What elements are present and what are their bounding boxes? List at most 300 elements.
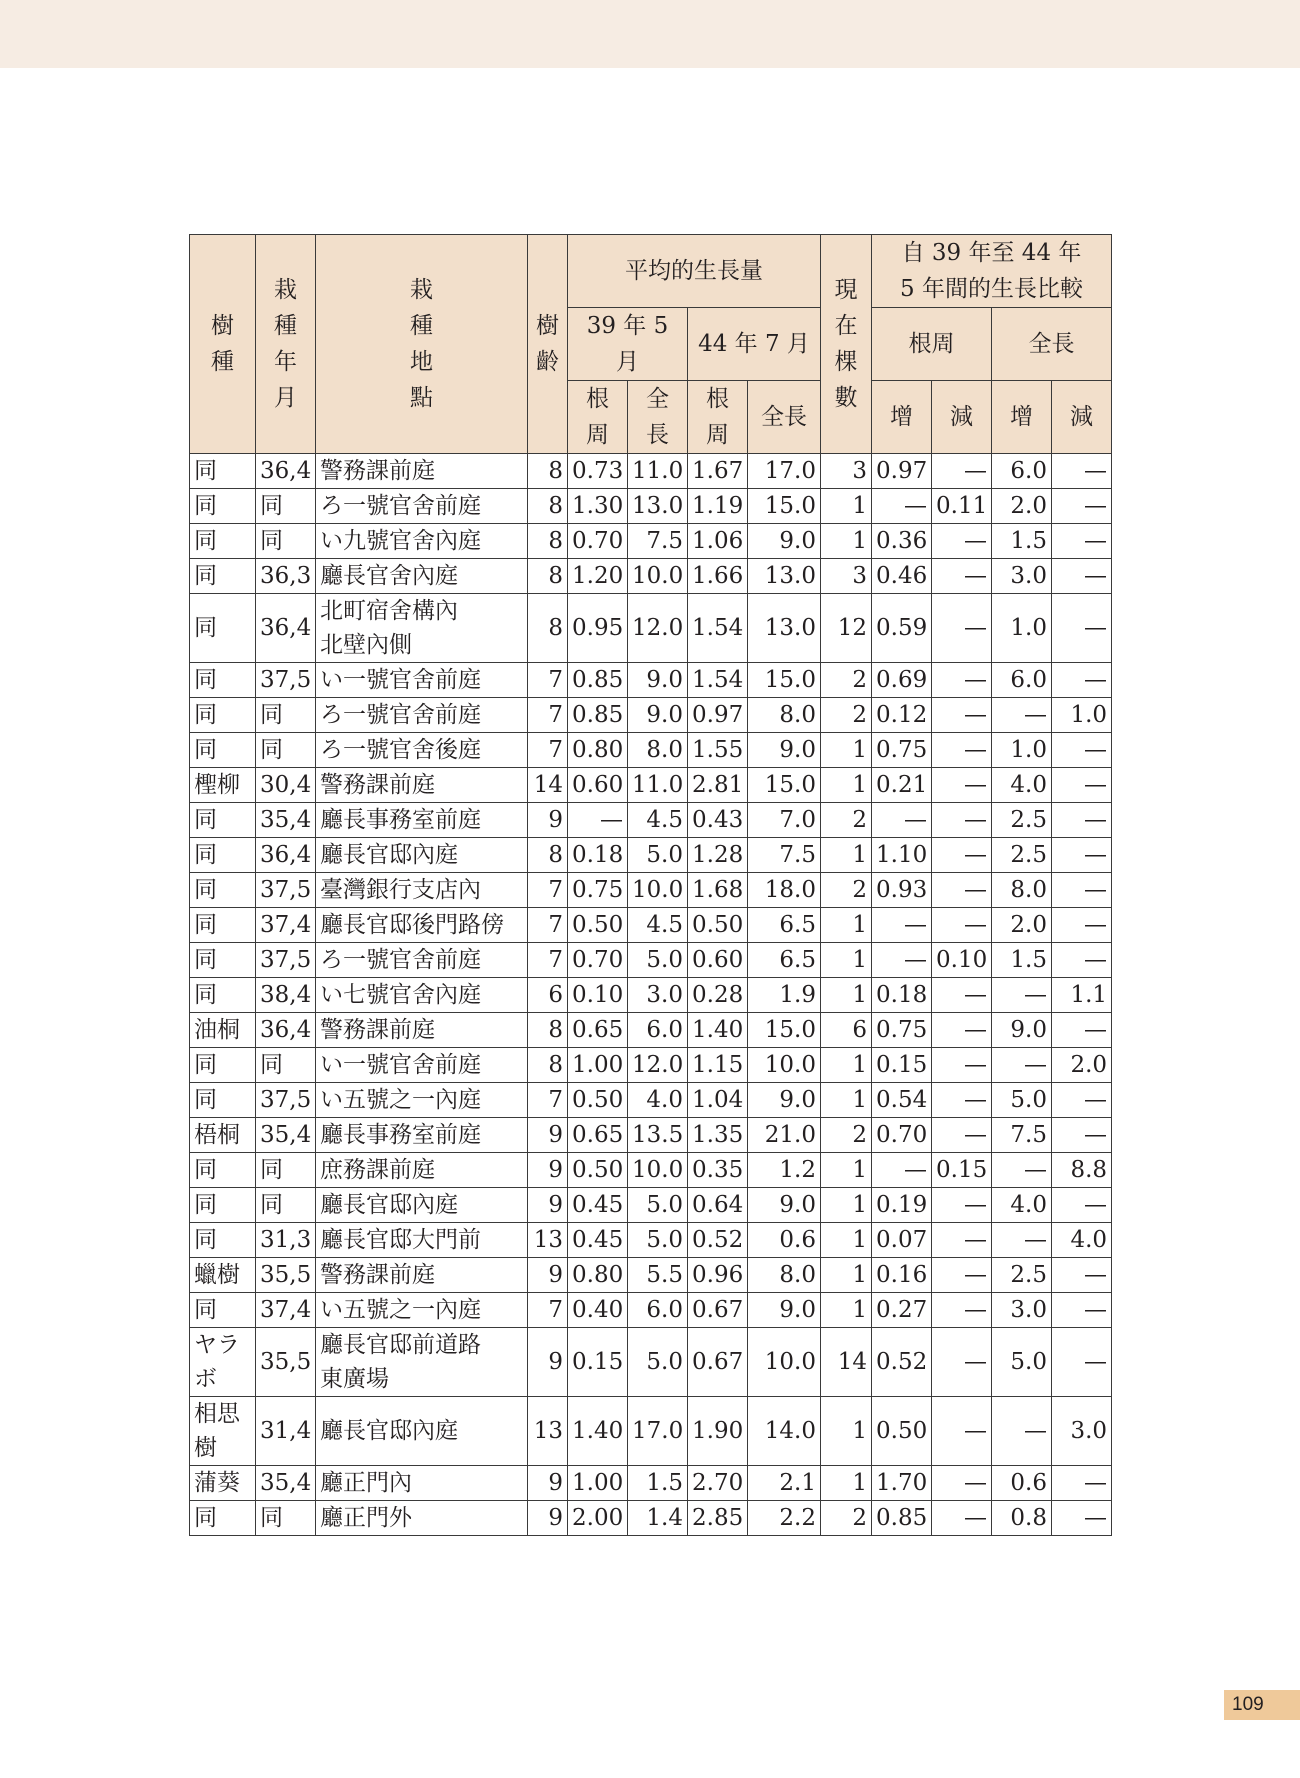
cell-r44: 0.67 — [688, 1293, 748, 1328]
table-body — [190, 454, 1112, 1536]
table-row — [190, 1258, 1112, 1293]
cell-r39: 0.80 — [568, 733, 628, 768]
cell-t39: 5.5 — [628, 1258, 688, 1293]
cell-r44: 0.35 — [688, 1153, 748, 1188]
cell-r39: 0.75 — [568, 873, 628, 908]
cell-r44: 1.19 — [688, 489, 748, 524]
cell-td: — — [1052, 1466, 1112, 1501]
cell-r39: 0.10 — [568, 978, 628, 1013]
cell-r39: 1.30 — [568, 489, 628, 524]
cell-r44: 0.64 — [688, 1188, 748, 1223]
cell-td: 2.0 — [1052, 1048, 1112, 1083]
cell-t44: 15.0 — [748, 1013, 821, 1048]
cell-planted: 35,4 — [256, 1466, 316, 1501]
cell-ri: 1.10 — [872, 838, 932, 873]
cell-td: — — [1052, 943, 1112, 978]
cell-t44: 9.0 — [748, 1293, 821, 1328]
cell-location: ろ一號官舍前庭 — [316, 698, 528, 733]
header-root-inc: 增 — [872, 381, 932, 454]
cell-rd: — — [932, 1501, 992, 1536]
cell-age: 6 — [528, 978, 568, 1013]
cell-ri: 0.59 — [872, 594, 932, 663]
cell-count: 1 — [821, 978, 872, 1013]
table-row — [190, 1083, 1112, 1118]
cell-species: 同 — [190, 1501, 256, 1536]
cell-t39: 5.0 — [628, 1328, 688, 1397]
cell-species: 同 — [190, 1048, 256, 1083]
cell-r44: 1.55 — [688, 733, 748, 768]
cell-r39: 0.60 — [568, 768, 628, 803]
cell-species: 同 — [190, 1188, 256, 1223]
cell-ti: 3.0 — [992, 559, 1052, 594]
cell-t39: 7.5 — [628, 524, 688, 559]
cell-rd: — — [932, 1258, 992, 1293]
cell-t44: 13.0 — [748, 559, 821, 594]
cell-t39: 9.0 — [628, 663, 688, 698]
cell-td: — — [1052, 1258, 1112, 1293]
cell-age: 8 — [528, 559, 568, 594]
header-age: 樹 齡 — [528, 235, 568, 454]
cell-t39: 10.0 — [628, 873, 688, 908]
cell-ri: — — [872, 1153, 932, 1188]
cell-location: 廳長官邸後門路傍 — [316, 908, 528, 943]
cell-age: 7 — [528, 908, 568, 943]
cell-rd: — — [932, 663, 992, 698]
cell-location: い一號官舍前庭 — [316, 1048, 528, 1083]
cell-t39: 12.0 — [628, 1048, 688, 1083]
table-row — [190, 803, 1112, 838]
cell-r39: 2.00 — [568, 1501, 628, 1536]
table-row — [190, 524, 1112, 559]
cell-t44: 9.0 — [748, 1083, 821, 1118]
cell-r39: 0.18 — [568, 838, 628, 873]
cell-r44: 1.67 — [688, 454, 748, 489]
cell-species: 同 — [190, 1153, 256, 1188]
cell-count: 1 — [821, 1397, 872, 1466]
table-row — [190, 768, 1112, 803]
cell-ri: 0.07 — [872, 1223, 932, 1258]
cell-t39: 17.0 — [628, 1397, 688, 1466]
cell-planted: 36,4 — [256, 594, 316, 663]
cell-age: 9 — [528, 1153, 568, 1188]
tree-growth-table — [189, 234, 1112, 1536]
cell-td: — — [1052, 1118, 1112, 1153]
cell-age: 7 — [528, 663, 568, 698]
cell-t39: 5.0 — [628, 1223, 688, 1258]
cell-t44: 9.0 — [748, 733, 821, 768]
cell-r44: 0.60 — [688, 943, 748, 978]
cell-r44: 1.40 — [688, 1013, 748, 1048]
cell-age: 9 — [528, 1328, 568, 1397]
cell-r44: 2.70 — [688, 1466, 748, 1501]
cell-t44: 7.5 — [748, 838, 821, 873]
cell-ri: 0.27 — [872, 1293, 932, 1328]
cell-td: — — [1052, 1293, 1112, 1328]
cell-t44: 6.5 — [748, 908, 821, 943]
cell-planted: 同 — [256, 698, 316, 733]
cell-td: — — [1052, 559, 1112, 594]
cell-ri: 0.36 — [872, 524, 932, 559]
cell-location: 廳長事務室前庭 — [316, 803, 528, 838]
cell-location: い五號之一內庭 — [316, 1083, 528, 1118]
cell-count: 2 — [821, 803, 872, 838]
cell-ti: 6.0 — [992, 663, 1052, 698]
cell-td: — — [1052, 768, 1112, 803]
cell-rd: 0.10 — [932, 943, 992, 978]
cell-count: 2 — [821, 873, 872, 908]
cell-ti: 1.0 — [992, 594, 1052, 663]
header-total-len-39: 全 長 — [628, 381, 688, 454]
cell-td: 1.1 — [1052, 978, 1112, 1013]
cell-planted: 35,5 — [256, 1258, 316, 1293]
cell-r39: 0.50 — [568, 1153, 628, 1188]
cell-rd: — — [932, 1118, 992, 1153]
cell-location: 庶務課前庭 — [316, 1153, 528, 1188]
cell-td: — — [1052, 1013, 1112, 1048]
cell-location: 警務課前庭 — [316, 768, 528, 803]
cell-t39: 11.0 — [628, 768, 688, 803]
cell-age: 9 — [528, 1258, 568, 1293]
table-row — [190, 489, 1112, 524]
cell-ti: 6.0 — [992, 454, 1052, 489]
cell-t44: 10.0 — [748, 1328, 821, 1397]
cell-location: い九號官舍內庭 — [316, 524, 528, 559]
cell-t44: 9.0 — [748, 524, 821, 559]
cell-t39: 8.0 — [628, 733, 688, 768]
cell-species: 同 — [190, 838, 256, 873]
cell-species: 同 — [190, 1293, 256, 1328]
cell-t44: 2.1 — [748, 1466, 821, 1501]
cell-ti: 2.0 — [992, 908, 1052, 943]
header-root-circ-44: 根 周 — [688, 381, 748, 454]
table-row — [190, 908, 1112, 943]
cell-count: 1 — [821, 1293, 872, 1328]
table-row — [190, 1188, 1112, 1223]
cell-rd: — — [932, 1048, 992, 1083]
cell-t39: 6.0 — [628, 1013, 688, 1048]
cell-r44: 0.50 — [688, 908, 748, 943]
cell-ri: 0.70 — [872, 1118, 932, 1153]
cell-ri: 0.46 — [872, 559, 932, 594]
cell-planted: 31,4 — [256, 1397, 316, 1466]
cell-count: 1 — [821, 908, 872, 943]
cell-species: 同 — [190, 943, 256, 978]
cell-ti: 1.5 — [992, 943, 1052, 978]
cell-ri: 0.75 — [872, 733, 932, 768]
cell-rd: — — [932, 1223, 992, 1258]
cell-planted: 同 — [256, 524, 316, 559]
cell-r44: 1.28 — [688, 838, 748, 873]
table-row — [190, 1501, 1112, 1536]
cell-planted: 31,3 — [256, 1223, 316, 1258]
cell-td: 4.0 — [1052, 1223, 1112, 1258]
cell-count: 2 — [821, 1501, 872, 1536]
cell-ti: — — [992, 978, 1052, 1013]
cell-r44: 1.04 — [688, 1083, 748, 1118]
cell-count: 1 — [821, 489, 872, 524]
cell-ti: 7.5 — [992, 1118, 1052, 1153]
cell-ri: 0.18 — [872, 978, 932, 1013]
cell-t44: 6.5 — [748, 943, 821, 978]
cell-count: 3 — [821, 454, 872, 489]
cell-planted: 36,4 — [256, 1013, 316, 1048]
cell-rd: — — [932, 1293, 992, 1328]
cell-age: 8 — [528, 489, 568, 524]
cell-age: 7 — [528, 1083, 568, 1118]
header-total-dec: 減 — [1052, 381, 1112, 454]
cell-age: 9 — [528, 1188, 568, 1223]
table-row — [190, 1118, 1112, 1153]
cell-r44: 2.81 — [688, 768, 748, 803]
cell-t44: 18.0 — [748, 873, 821, 908]
cell-count: 1 — [821, 768, 872, 803]
cell-rd: — — [932, 838, 992, 873]
cell-ti: 2.5 — [992, 838, 1052, 873]
cell-t39: 5.0 — [628, 943, 688, 978]
cell-ri: — — [872, 943, 932, 978]
cell-species: 同 — [190, 489, 256, 524]
table-row — [190, 1397, 1112, 1466]
cell-ri: 1.70 — [872, 1466, 932, 1501]
cell-r39: 0.50 — [568, 1083, 628, 1118]
cell-species: 同 — [190, 1223, 256, 1258]
header-y44: 44 年 7 月 — [688, 308, 821, 381]
cell-age: 8 — [528, 594, 568, 663]
cell-r39: 0.85 — [568, 663, 628, 698]
cell-rd: — — [932, 1466, 992, 1501]
cell-species: 同 — [190, 524, 256, 559]
cell-ti: — — [992, 698, 1052, 733]
header-cmp-total: 全長 — [992, 308, 1112, 381]
cell-ti: 0.6 — [992, 1466, 1052, 1501]
cell-location: ろ一號官舍後庭 — [316, 733, 528, 768]
cell-rd: — — [932, 803, 992, 838]
cell-planted: 36,4 — [256, 838, 316, 873]
cell-t39: 1.5 — [628, 1466, 688, 1501]
cell-ri: 0.16 — [872, 1258, 932, 1293]
cell-ti: 2.5 — [992, 1258, 1052, 1293]
header-avg-growth: 平均的生長量 — [568, 235, 821, 308]
cell-planted: 同 — [256, 1501, 316, 1536]
cell-r44: 0.97 — [688, 698, 748, 733]
cell-r44: 0.28 — [688, 978, 748, 1013]
cell-t39: 1.4 — [628, 1501, 688, 1536]
cell-td: — — [1052, 1328, 1112, 1397]
cell-t44: 15.0 — [748, 663, 821, 698]
cell-count: 1 — [821, 943, 872, 978]
cell-age: 7 — [528, 698, 568, 733]
cell-age: 13 — [528, 1223, 568, 1258]
cell-t39: 13.5 — [628, 1118, 688, 1153]
table-row — [190, 978, 1112, 1013]
cell-species: 同 — [190, 454, 256, 489]
cell-species: 同 — [190, 698, 256, 733]
cell-t39: 4.5 — [628, 908, 688, 943]
cell-count: 1 — [821, 1153, 872, 1188]
cell-count: 1 — [821, 1466, 872, 1501]
cell-r39: 1.00 — [568, 1048, 628, 1083]
cell-ri: 0.21 — [872, 768, 932, 803]
cell-age: 8 — [528, 838, 568, 873]
table-header — [190, 235, 1112, 454]
cell-count: 6 — [821, 1013, 872, 1048]
cell-ti: — — [992, 1397, 1052, 1466]
table-row — [190, 594, 1112, 663]
cell-rd: — — [932, 978, 992, 1013]
cell-count: 1 — [821, 1083, 872, 1118]
cell-location: 廳正門內 — [316, 1466, 528, 1501]
cell-rd: — — [932, 873, 992, 908]
cell-td: — — [1052, 873, 1112, 908]
cell-rd: — — [932, 733, 992, 768]
header-comparison: 自 39 年至 44 年 5 年間的生長比較 — [872, 235, 1112, 308]
cell-td: — — [1052, 454, 1112, 489]
cell-ri: 0.97 — [872, 454, 932, 489]
table-row — [190, 943, 1112, 978]
cell-ri: 0.12 — [872, 698, 932, 733]
cell-location: 廳長官邸內庭 — [316, 838, 528, 873]
cell-planted: 37,4 — [256, 908, 316, 943]
cell-r44: 1.54 — [688, 663, 748, 698]
cell-t44: 8.0 — [748, 1258, 821, 1293]
cell-planted: 35,4 — [256, 803, 316, 838]
cell-count: 2 — [821, 663, 872, 698]
cell-t44: 7.0 — [748, 803, 821, 838]
cell-t39: 4.0 — [628, 1083, 688, 1118]
cell-species: 梧桐 — [190, 1118, 256, 1153]
cell-location: ろ一號官舍前庭 — [316, 489, 528, 524]
cell-td: — — [1052, 594, 1112, 663]
cell-planted: 同 — [256, 1048, 316, 1083]
cell-count: 2 — [821, 1118, 872, 1153]
cell-t39: 9.0 — [628, 698, 688, 733]
cell-count: 3 — [821, 559, 872, 594]
table-row — [190, 559, 1112, 594]
cell-rd: — — [932, 1188, 992, 1223]
cell-r39: 0.73 — [568, 454, 628, 489]
cell-age: 8 — [528, 454, 568, 489]
cell-count: 1 — [821, 1188, 872, 1223]
cell-rd: — — [932, 524, 992, 559]
cell-count: 1 — [821, 1258, 872, 1293]
cell-ri: 0.15 — [872, 1048, 932, 1083]
cell-r39: 0.80 — [568, 1258, 628, 1293]
cell-t39: 5.0 — [628, 838, 688, 873]
cell-species: 蠟樹 — [190, 1258, 256, 1293]
cell-age: 8 — [528, 524, 568, 559]
cell-t44: 8.0 — [748, 698, 821, 733]
cell-r39: 0.50 — [568, 908, 628, 943]
cell-planted: 同 — [256, 1153, 316, 1188]
cell-r44: 1.35 — [688, 1118, 748, 1153]
header-location: 栽 種 地 點 — [316, 235, 528, 454]
table-row — [190, 1013, 1112, 1048]
cell-species: 油桐 — [190, 1013, 256, 1048]
cell-ri: 0.93 — [872, 873, 932, 908]
cell-age: 7 — [528, 1293, 568, 1328]
cell-r44: 0.96 — [688, 1258, 748, 1293]
cell-t39: 6.0 — [628, 1293, 688, 1328]
cell-location: 廳長官邸前道路 東廣場 — [316, 1328, 528, 1397]
header-species: 樹 種 — [190, 235, 256, 454]
cell-species: 同 — [190, 733, 256, 768]
cell-rd: 0.15 — [932, 1153, 992, 1188]
table-row — [190, 698, 1112, 733]
cell-r39: 1.00 — [568, 1466, 628, 1501]
header-y39: 39 年 5 月 — [568, 308, 688, 381]
cell-r44: 1.90 — [688, 1397, 748, 1466]
cell-rd: — — [932, 908, 992, 943]
cell-age: 7 — [528, 943, 568, 978]
cell-location: い一號官舍前庭 — [316, 663, 528, 698]
cell-r39: 0.65 — [568, 1118, 628, 1153]
cell-t44: 2.2 — [748, 1501, 821, 1536]
header-total-len-44: 全長 — [748, 381, 821, 454]
cell-r44: 2.85 — [688, 1501, 748, 1536]
cell-planted: 37,5 — [256, 943, 316, 978]
cell-species: 同 — [190, 908, 256, 943]
cell-rd: — — [932, 768, 992, 803]
cell-location: 北町宿舍構內 北壁內側 — [316, 594, 528, 663]
page-number: 109 — [1224, 1690, 1300, 1720]
cell-ri: 0.69 — [872, 663, 932, 698]
cell-location: 廳長官邸內庭 — [316, 1397, 528, 1466]
cell-count: 2 — [821, 698, 872, 733]
cell-planted: 37,5 — [256, 1083, 316, 1118]
cell-count: 1 — [821, 838, 872, 873]
cell-ti: 4.0 — [992, 1188, 1052, 1223]
cell-t39: 4.5 — [628, 803, 688, 838]
cell-location: 警務課前庭 — [316, 1258, 528, 1293]
cell-r44: 1.66 — [688, 559, 748, 594]
cell-r44: 0.67 — [688, 1328, 748, 1397]
cell-location: 廳長事務室前庭 — [316, 1118, 528, 1153]
cell-count: 14 — [821, 1328, 872, 1397]
cell-location: ろ一號官舍前庭 — [316, 943, 528, 978]
cell-age: 9 — [528, 803, 568, 838]
cell-t39: 10.0 — [628, 1153, 688, 1188]
cell-rd: — — [932, 1013, 992, 1048]
cell-r39: 0.65 — [568, 1013, 628, 1048]
cell-ti: 8.0 — [992, 873, 1052, 908]
cell-ti: 4.0 — [992, 768, 1052, 803]
cell-count: 1 — [821, 1223, 872, 1258]
table-row — [190, 838, 1112, 873]
cell-age: 9 — [528, 1466, 568, 1501]
cell-t39: 5.0 — [628, 1188, 688, 1223]
cell-r39: 0.45 — [568, 1223, 628, 1258]
cell-location: 廳長官舍內庭 — [316, 559, 528, 594]
cell-rd: — — [932, 454, 992, 489]
cell-t39: 13.0 — [628, 489, 688, 524]
cell-age: 9 — [528, 1501, 568, 1536]
cell-t44: 10.0 — [748, 1048, 821, 1083]
cell-planted: 37,5 — [256, 663, 316, 698]
cell-count: 12 — [821, 594, 872, 663]
cell-planted: 36,4 — [256, 454, 316, 489]
cell-location: い五號之一內庭 — [316, 1293, 528, 1328]
cell-species: 同 — [190, 803, 256, 838]
cell-location: 警務課前庭 — [316, 454, 528, 489]
cell-species: 同 — [190, 978, 256, 1013]
cell-t44: 0.6 — [748, 1223, 821, 1258]
cell-t44: 17.0 — [748, 454, 821, 489]
cell-t44: 15.0 — [748, 768, 821, 803]
table-row — [190, 1328, 1112, 1397]
cell-ri: 0.54 — [872, 1083, 932, 1118]
cell-age: 14 — [528, 768, 568, 803]
cell-r39: 0.95 — [568, 594, 628, 663]
